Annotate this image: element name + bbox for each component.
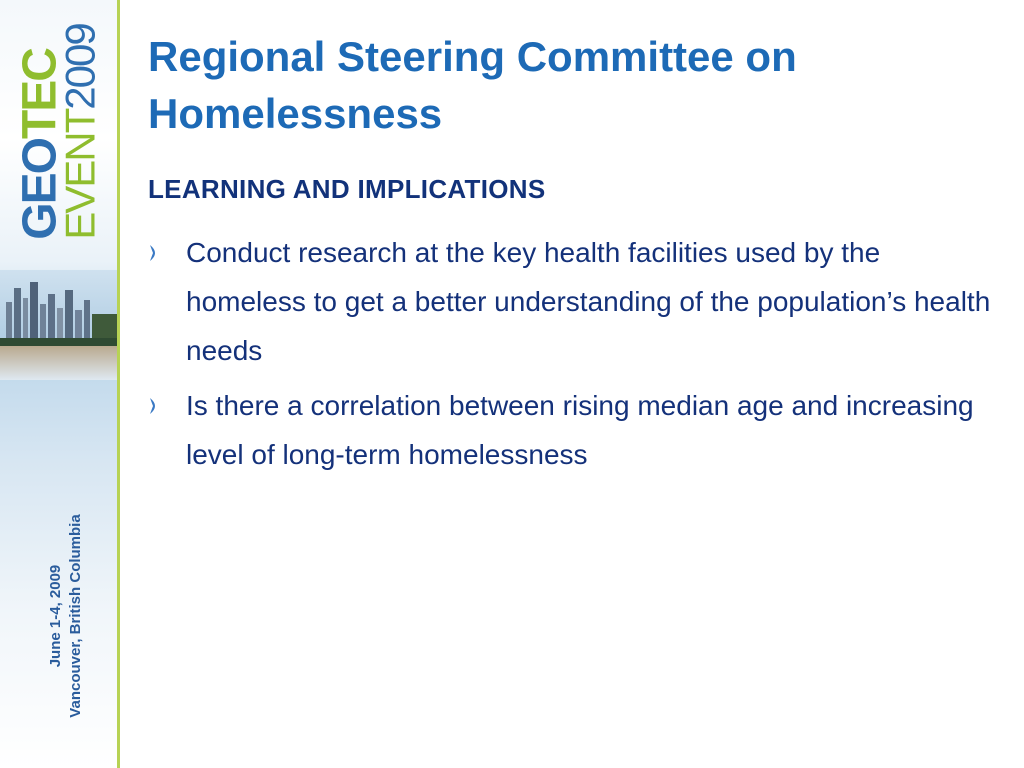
logo-year: 2009 — [56, 24, 104, 110]
geotec-logo — [0, 0, 118, 240]
bullet-arrow-icon — [148, 244, 162, 262]
bullet-list — [148, 228, 998, 485]
bullet-arrow-icon — [148, 397, 162, 415]
list-item — [148, 228, 998, 375]
city-skyline-image — [0, 270, 118, 380]
event-location: Vancouver, British Columbia — [67, 514, 84, 718]
logo-geo: GEO — [13, 139, 67, 240]
bullet-text: Conduct research at the key health facilities used by the homeless to get a better understanding of the population’s health needs — [186, 237, 991, 366]
sidebar-banner — [0, 0, 118, 768]
sidebar-divider — [117, 0, 120, 768]
logo-tec: TEC — [13, 49, 67, 140]
logo-event: EVENT — [56, 109, 104, 240]
event-info — [46, 514, 86, 717]
slide-subheading: LEARNING AND IMPLICATIONS — [148, 174, 546, 204]
list-item — [148, 381, 998, 479]
bullet-text: Is there a correlation between rising median age and increasing level of long-term homelessness — [186, 390, 974, 470]
event-dates: June 1-4, 2009 — [47, 564, 64, 668]
slide-title: Regional Steering Committee on Homelessness — [148, 33, 797, 137]
